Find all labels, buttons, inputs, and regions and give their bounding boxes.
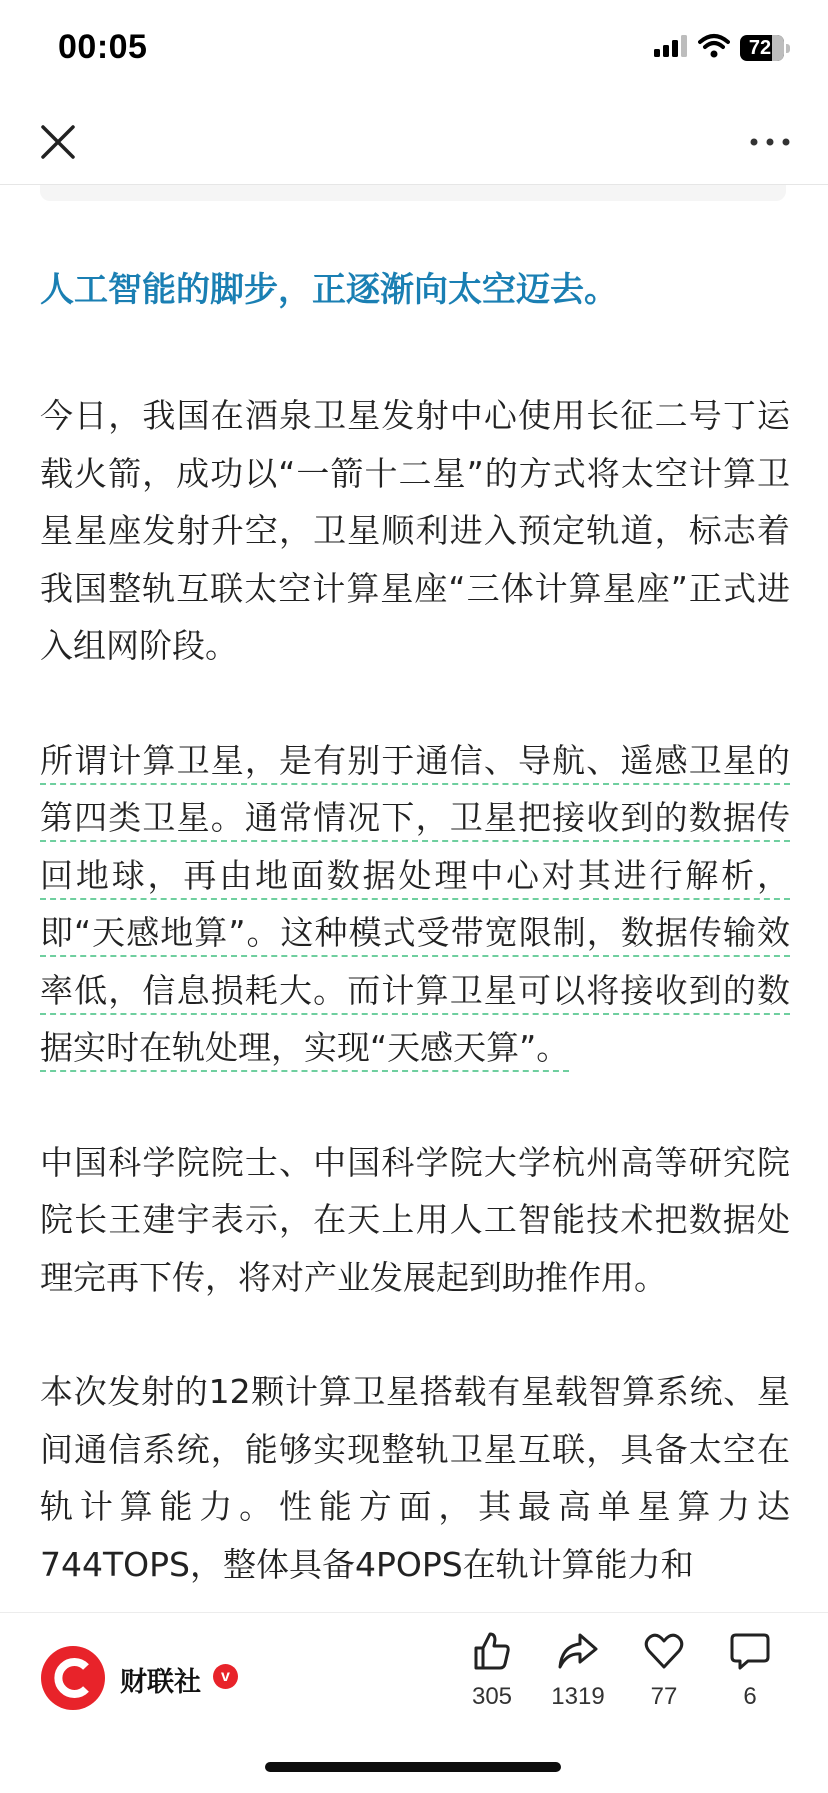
article-body xyxy=(40,250,790,1593)
highlighted-text[interactable]: 所谓计算卫星，是有别于通信、导航、遥感卫星的第四类卫星。通常情况下，卫星把接收到的数据传回地球，再由地面数据处理中心对其进行解析，即“天感地算”。这种模式受带宽限制，数据传输效率低，信息损耗大。而计算卫星可以将接收到的数据实时在轨处理，实现“天感天算”。 xyxy=(40,741,790,1073)
share-button[interactable] xyxy=(538,1629,618,1729)
like-button[interactable] xyxy=(452,1629,532,1729)
article-paragraph: 本次发射的12颗计算卫星搭载有星载智算系统、星间通信系统，能够实现整轨卫星互联，具备太空在轨计算能力。性能方面，其最高单星算力达744TOPS，整体具备4POPS在轨计算能力和 xyxy=(40,1372,790,1584)
battery-tip xyxy=(786,44,790,53)
share-count: 1319 xyxy=(551,1683,605,1710)
favorite-count: 77 xyxy=(650,1683,678,1710)
nav-bar xyxy=(0,100,828,185)
home-indicator[interactable] xyxy=(265,1762,561,1772)
share-icon xyxy=(556,1629,600,1673)
source-logo-icon[interactable] xyxy=(40,1645,106,1711)
heart-icon xyxy=(642,1629,686,1673)
more-icon[interactable] xyxy=(746,120,794,164)
article-paragraph: 今日，我国在酒泉卫星发射中心使用长征二号丁运载火箭，成功以“一箭十二星”的方式将太空计算卫星星座发射升空，卫星顺利进入预定轨道，标志着我国整轨互联太空计算星座“三体计算星座”正式进入组网阶段。 xyxy=(40,396,790,665)
comment-button[interactable] xyxy=(710,1629,790,1729)
status-time: 00:05 xyxy=(58,28,148,66)
article-paragraph: 中国科学院院士、中国科学院大学杭州高等研究院院长王建宇表示，在天上用人工智能技术把数据处理完再下传，将对产业发展起到助推作用。 xyxy=(40,1142,790,1297)
battery-body xyxy=(740,35,784,61)
comment-icon xyxy=(728,1629,772,1673)
status-bar xyxy=(0,0,828,100)
thumbs-up-icon xyxy=(470,1629,514,1673)
close-icon[interactable] xyxy=(36,120,80,164)
source-name[interactable]: 财联社 xyxy=(120,1667,201,1698)
comment-count: 6 xyxy=(743,1683,757,1710)
favorite-button[interactable] xyxy=(624,1629,704,1729)
wifi-icon xyxy=(698,33,730,59)
cellular-signal-icon xyxy=(654,35,688,57)
like-count: 305 xyxy=(471,1683,513,1710)
battery-level: 72 xyxy=(748,37,772,59)
article-paragraph-highlighted[interactable] xyxy=(40,732,790,1077)
article-lead: 人工智能的脚步，正逐渐向太空迈去。 xyxy=(40,270,618,310)
previous-block-edge xyxy=(40,185,786,201)
battery-icon xyxy=(740,35,792,61)
verified-badge: v xyxy=(213,1664,238,1689)
